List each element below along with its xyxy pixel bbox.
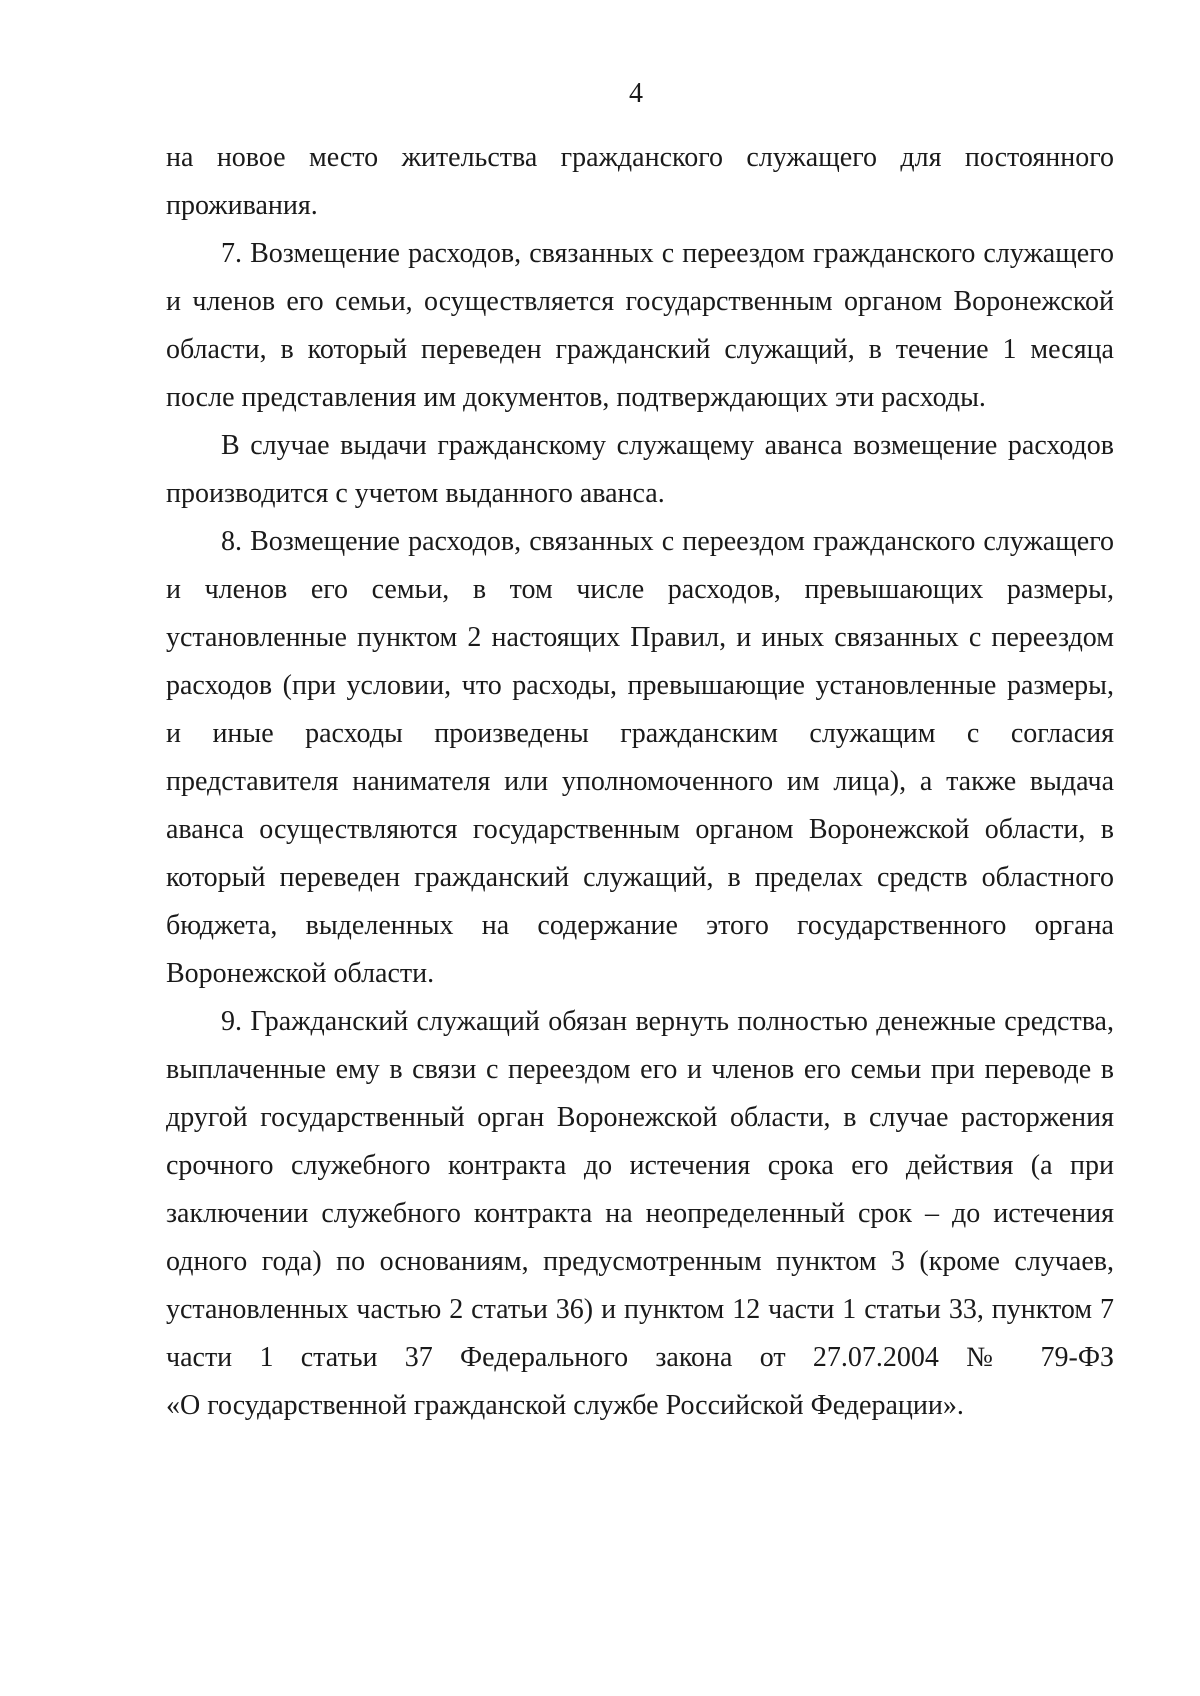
- text-line: выплаченные ему в связи с переездом его и членов его семьи при переводе в: [166, 1054, 1114, 1085]
- text-line: и иные расходы произведены гражданским служащим с согласия: [166, 718, 1114, 749]
- text-line: который переведен гражданский служащий, в пределах средств областного: [166, 862, 1114, 893]
- page-number: 4: [629, 78, 643, 109]
- paragraph-item-8: [166, 518, 1114, 998]
- text-line: 8. Возмещение расходов, связанных с переездом гражданского служащего: [221, 526, 1114, 557]
- document-body: [166, 134, 1114, 1430]
- text-line: после представления им документов, подтверждающих эти расходы.: [166, 382, 986, 413]
- paragraph-item-9: [166, 998, 1114, 1430]
- text-line: производится с учетом выданного аванса.: [166, 478, 665, 509]
- text-line: проживания.: [166, 190, 318, 221]
- text-line: 7. Возмещение расходов, связанных с переездом гражданского служащего: [221, 238, 1114, 269]
- text-line: Воронежской области.: [166, 958, 435, 989]
- text-line: представителя нанимателя или уполномоченного им лица), а также выдача: [166, 766, 1114, 797]
- paragraph-continuation: [166, 134, 1114, 230]
- text-line: аванса осуществляются государственным органом Воронежской области, в: [166, 814, 1114, 845]
- text-line: «О государственной гражданской службе Российской Федерации».: [166, 1390, 964, 1421]
- text-line: и членов его семьи, осуществляется государственным органом Воронежской: [166, 286, 1114, 317]
- text-line: части 1 статьи 37 Федерального закона от 27.07.2004 № 79-ФЗ: [166, 1342, 1114, 1373]
- text-line: 9. Гражданский служащий обязан вернуть полностью денежные средства,: [221, 1006, 1114, 1037]
- text-line: расходов (при условии, что расходы, превышающие установленные размеры,: [166, 670, 1114, 701]
- text-line: другой государственный орган Воронежской области, в случае расторжения: [166, 1102, 1114, 1133]
- text-line: установленные пунктом 2 настоящих Правил, и иных связанных с переездом: [166, 622, 1114, 653]
- text-line: области, в который переведен гражданский служащий, в течение 1 месяца: [166, 334, 1114, 365]
- text-line: на новое место жительства гражданского служащего для постоянного: [166, 142, 1114, 173]
- text-line: одного года) по основаниям, предусмотренным пунктом 3 (кроме случаев,: [166, 1246, 1114, 1277]
- text-line: бюджета, выделенных на содержание этого государственного органа: [166, 910, 1114, 941]
- paragraph-advance: [166, 422, 1114, 518]
- paragraph-item-7: [166, 230, 1114, 422]
- text-line: и членов его семьи, в том числе расходов, превышающих размеры,: [166, 574, 1114, 605]
- text-line: установленных частью 2 статьи 36) и пунктом 12 части 1 статьи 33, пунктом 7: [166, 1294, 1114, 1325]
- text-line: срочного служебного контракта до истечения срока его действия (а при: [166, 1150, 1114, 1181]
- text-line: заключении служебного контракта на неопределенный срок – до истечения: [166, 1198, 1114, 1229]
- text-line: В случае выдачи гражданскому служащему аванса возмещение расходов: [221, 430, 1114, 461]
